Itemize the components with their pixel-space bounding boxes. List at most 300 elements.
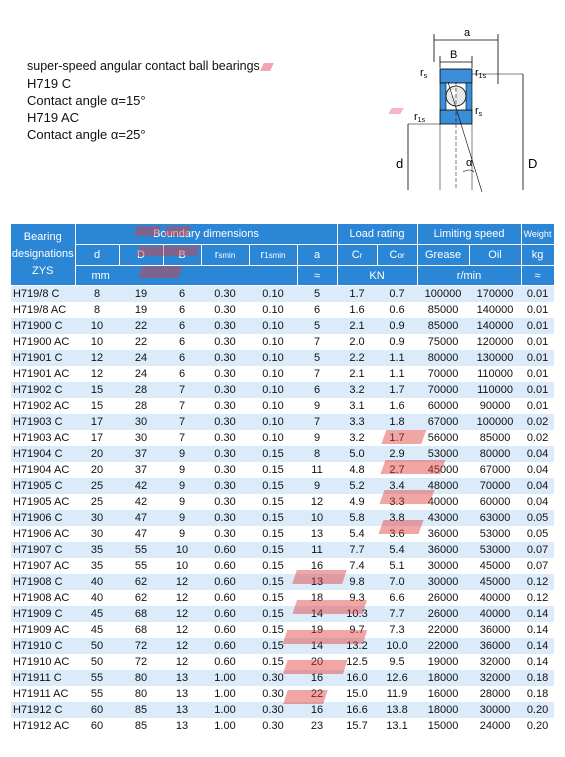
- cell-designation: H71904 C: [11, 446, 75, 462]
- cell-designation: H71910 AC: [11, 654, 75, 670]
- header-col-cr: Cr: [337, 245, 377, 266]
- cell-cr: 1.6: [337, 302, 377, 318]
- cell-grease: 30000: [417, 574, 469, 590]
- cell-cor: 9.5: [377, 654, 417, 670]
- cell-grease: 16000: [417, 686, 469, 702]
- cell-d: 15: [75, 398, 119, 414]
- header-col-cor: Cor: [377, 245, 417, 266]
- cell-cor: 5.1: [377, 558, 417, 574]
- table-row: [11, 654, 554, 670]
- header-limiting-speed: Limiting speed: [417, 224, 521, 245]
- cell-oil: 45000: [469, 558, 521, 574]
- cell-D: 28: [119, 398, 163, 414]
- cell-weight: 0.12: [521, 574, 554, 590]
- cell-r1smin: 0.15: [249, 478, 297, 494]
- cell-grease: 67000: [417, 414, 469, 430]
- cell-D: 85: [119, 702, 163, 718]
- cell-cr: 3.1: [337, 398, 377, 414]
- cell-cor: 1.1: [377, 350, 417, 366]
- cell-oil: 140000: [469, 302, 521, 318]
- label-b: B: [450, 49, 458, 61]
- cell-designation: H71907 C: [11, 542, 75, 558]
- cell-cr: 10.3: [337, 606, 377, 622]
- cell-B: 9: [163, 462, 201, 478]
- cell-grease: 40000: [417, 494, 469, 510]
- cell-a: 7: [297, 414, 337, 430]
- cell-oil: 100000: [469, 414, 521, 430]
- table-row: [11, 446, 554, 462]
- intro-line: Contact angle α=25°: [27, 127, 146, 142]
- cell-r1smin: 0.15: [249, 542, 297, 558]
- cell-cor: 13.8: [377, 702, 417, 718]
- cell-cr: 9.8: [337, 574, 377, 590]
- cell-r1smin: 0.10: [249, 430, 297, 446]
- cell-grease: 85000: [417, 302, 469, 318]
- cell-D: 37: [119, 462, 163, 478]
- cell-designation: H71912 C: [11, 702, 75, 718]
- bearing-cross-section-diagram: [378, 22, 558, 212]
- cell-d: 60: [75, 718, 119, 734]
- label-d: d: [396, 156, 404, 171]
- cell-D: 42: [119, 478, 163, 494]
- intro-title: [27, 58, 272, 75]
- cell-rsmin: 0.60: [201, 654, 249, 670]
- cell-grease: 19000: [417, 654, 469, 670]
- cell-B: 10: [163, 542, 201, 558]
- cell-r1smin: 0.15: [249, 494, 297, 510]
- cell-D: 19: [119, 286, 163, 303]
- cell-r1smin: 0.10: [249, 334, 297, 350]
- cell-rsmin: 0.30: [201, 526, 249, 542]
- bearing-spec-table: [11, 224, 555, 734]
- cell-d: 10: [75, 318, 119, 334]
- cell-rsmin: 1.00: [201, 686, 249, 702]
- cell-designation: H71900 C: [11, 318, 75, 334]
- cell-grease: 15000: [417, 718, 469, 734]
- table-row: [11, 478, 554, 494]
- cell-oil: 70000: [469, 478, 521, 494]
- cell-D: 72: [119, 654, 163, 670]
- cell-a: 16: [297, 702, 337, 718]
- cell-cor: 1.1: [377, 366, 417, 382]
- table-row: [11, 318, 554, 334]
- cell-d: 30: [75, 510, 119, 526]
- cell-cor: 6.6: [377, 590, 417, 606]
- cell-B: 6: [163, 286, 201, 303]
- table-row: [11, 542, 554, 558]
- cell-grease: 18000: [417, 702, 469, 718]
- cell-r1smin: 0.10: [249, 302, 297, 318]
- cell-a: 12: [297, 494, 337, 510]
- cell-a: 16: [297, 558, 337, 574]
- cell-designation: H71911 C: [11, 670, 75, 686]
- cell-rsmin: 0.60: [201, 622, 249, 638]
- cell-weight: 0.12: [521, 590, 554, 606]
- cell-cor: 1.6: [377, 398, 417, 414]
- cell-r1smin: 0.10: [249, 398, 297, 414]
- cell-grease: 75000: [417, 334, 469, 350]
- cell-D: 72: [119, 638, 163, 654]
- cell-r1smin: 0.30: [249, 718, 297, 734]
- cell-weight: 0.20: [521, 718, 554, 734]
- table-row: [11, 414, 554, 430]
- intro-text: [27, 58, 272, 143]
- cell-cr: 13.2: [337, 638, 377, 654]
- table-row: [11, 702, 554, 718]
- cell-cr: 7.7: [337, 542, 377, 558]
- table-row: [11, 590, 554, 606]
- cell-B: 13: [163, 702, 201, 718]
- cell-d: 12: [75, 350, 119, 366]
- cell-designation: H71912 AC: [11, 718, 75, 734]
- label-rs-right: rs: [475, 105, 483, 118]
- table-row: [11, 366, 554, 382]
- cell-B: 9: [163, 478, 201, 494]
- cell-rsmin: 0.60: [201, 638, 249, 654]
- table-row: [11, 382, 554, 398]
- header-designation-line: designations: [11, 248, 74, 260]
- table-row: [11, 334, 554, 350]
- ring-shoulder: [466, 83, 472, 110]
- cell-d: 50: [75, 638, 119, 654]
- cell-a: 10: [297, 510, 337, 526]
- cell-D: 30: [119, 430, 163, 446]
- unit-mm: mm: [75, 266, 297, 286]
- cell-grease: 100000: [417, 286, 469, 303]
- header-boundary-dimensions: Boundary dimensions: [75, 224, 337, 245]
- cell-grease: 85000: [417, 318, 469, 334]
- cell-weight: 0.14: [521, 622, 554, 638]
- unit-a: ≈: [297, 266, 337, 286]
- cell-cr: 5.0: [337, 446, 377, 462]
- cell-r1smin: 0.15: [249, 654, 297, 670]
- cell-rsmin: 1.00: [201, 670, 249, 686]
- cell-oil: 45000: [469, 574, 521, 590]
- cell-a: 8: [297, 446, 337, 462]
- cell-d: 8: [75, 302, 119, 318]
- cell-grease: 26000: [417, 606, 469, 622]
- cell-designation: H71903 C: [11, 414, 75, 430]
- cell-oil: 32000: [469, 654, 521, 670]
- cell-weight: 0.20: [521, 702, 554, 718]
- cell-B: 12: [163, 606, 201, 622]
- cell-d: 45: [75, 606, 119, 622]
- cell-cor: 3.4: [377, 478, 417, 494]
- cell-weight: 0.01: [521, 302, 554, 318]
- cell-d: 40: [75, 590, 119, 606]
- cell-designation: H71908 C: [11, 574, 75, 590]
- cell-grease: 18000: [417, 670, 469, 686]
- cell-r1smin: 0.30: [249, 686, 297, 702]
- cell-D: 80: [119, 686, 163, 702]
- cell-grease: 45000: [417, 462, 469, 478]
- table-row: [11, 606, 554, 622]
- cell-r1smin: 0.15: [249, 574, 297, 590]
- cell-rsmin: 0.60: [201, 606, 249, 622]
- cell-grease: 70000: [417, 382, 469, 398]
- cell-designation: H71902 C: [11, 382, 75, 398]
- cell-weight: 0.02: [521, 414, 554, 430]
- intro-line: H719 AC: [27, 110, 80, 125]
- cell-r1smin: 0.30: [249, 702, 297, 718]
- label-alpha: α: [466, 157, 473, 169]
- cell-D: 62: [119, 590, 163, 606]
- cell-d: 20: [75, 462, 119, 478]
- cell-B: 7: [163, 382, 201, 398]
- cell-r1smin: 0.10: [249, 286, 297, 303]
- cell-a: 7: [297, 334, 337, 350]
- cell-a: 16: [297, 670, 337, 686]
- table-row: [11, 398, 554, 414]
- header-col-B: B: [163, 245, 201, 266]
- cell-B: 6: [163, 366, 201, 382]
- cell-cor: 0.9: [377, 318, 417, 334]
- cell-oil: 30000: [469, 702, 521, 718]
- cell-rsmin: 0.30: [201, 398, 249, 414]
- cell-B: 6: [163, 350, 201, 366]
- cell-rsmin: 0.30: [201, 286, 249, 303]
- cell-r1smin: 0.15: [249, 590, 297, 606]
- cell-cr: 5.8: [337, 510, 377, 526]
- cell-cr: 4.9: [337, 494, 377, 510]
- cell-weight: 0.01: [521, 350, 554, 366]
- cell-D: 55: [119, 542, 163, 558]
- cell-rsmin: 0.60: [201, 590, 249, 606]
- cell-D: 85: [119, 718, 163, 734]
- label-r1s-left: r1s: [414, 111, 426, 124]
- cell-d: 25: [75, 494, 119, 510]
- cell-weight: 0.02: [521, 430, 554, 446]
- cell-a: 14: [297, 638, 337, 654]
- cell-B: 6: [163, 318, 201, 334]
- cell-designation: H719/8 C: [11, 286, 75, 303]
- cell-cr: 5.2: [337, 478, 377, 494]
- cell-a: 13: [297, 574, 337, 590]
- cell-weight: 0.14: [521, 654, 554, 670]
- cell-D: 62: [119, 574, 163, 590]
- cell-d: 40: [75, 574, 119, 590]
- cell-a: 22: [297, 686, 337, 702]
- cell-rsmin: 0.60: [201, 574, 249, 590]
- cell-D: 22: [119, 318, 163, 334]
- cell-weight: 0.01: [521, 286, 554, 303]
- table-row: [11, 526, 554, 542]
- cell-grease: 26000: [417, 590, 469, 606]
- cell-a: 6: [297, 382, 337, 398]
- cell-designation: H71909 C: [11, 606, 75, 622]
- cell-grease: 43000: [417, 510, 469, 526]
- header-weight: Weight: [521, 224, 554, 245]
- cell-cr: 4.8: [337, 462, 377, 478]
- cell-a: 19: [297, 622, 337, 638]
- cell-B: 7: [163, 430, 201, 446]
- cell-d: 10: [75, 334, 119, 350]
- cell-r1smin: 0.15: [249, 446, 297, 462]
- cell-B: 7: [163, 414, 201, 430]
- cell-D: 47: [119, 510, 163, 526]
- cell-rsmin: 0.30: [201, 302, 249, 318]
- cell-cor: 0.6: [377, 302, 417, 318]
- label-D-outer: D: [528, 156, 538, 171]
- table-row: [11, 686, 554, 702]
- cell-a: 14: [297, 606, 337, 622]
- cell-d: 50: [75, 654, 119, 670]
- cell-grease: 30000: [417, 558, 469, 574]
- cell-cor: 5.4: [377, 542, 417, 558]
- cell-designation: H71911 AC: [11, 686, 75, 702]
- outer-ring: [440, 69, 472, 83]
- intro-title-text: super-speed angular contact ball bearings: [27, 59, 260, 73]
- cell-cr: 2.1: [337, 318, 377, 334]
- cell-designation: H719/8 AC: [11, 302, 75, 318]
- cell-d: 17: [75, 414, 119, 430]
- cell-B: 7: [163, 398, 201, 414]
- cell-oil: 36000: [469, 638, 521, 654]
- cell-rsmin: 0.30: [201, 366, 249, 382]
- cell-cr: 2.0: [337, 334, 377, 350]
- header-col-oil: Oil: [469, 245, 521, 266]
- cell-rsmin: 0.60: [201, 542, 249, 558]
- cell-weight: 0.04: [521, 446, 554, 462]
- cell-cor: 3.3: [377, 494, 417, 510]
- cell-cr: 7.4: [337, 558, 377, 574]
- cell-cr: 16.6: [337, 702, 377, 718]
- cell-cr: 2.1: [337, 366, 377, 382]
- cell-oil: 32000: [469, 670, 521, 686]
- cell-a: 18: [297, 590, 337, 606]
- cell-rsmin: 0.30: [201, 334, 249, 350]
- cell-cor: 13.1: [377, 718, 417, 734]
- cell-weight: 0.14: [521, 638, 554, 654]
- cell-oil: 67000: [469, 462, 521, 478]
- cell-B: 6: [163, 302, 201, 318]
- label-a: a: [464, 27, 471, 39]
- unit-kg: ≈: [521, 266, 554, 286]
- cell-weight: 0.04: [521, 478, 554, 494]
- cell-d: 25: [75, 478, 119, 494]
- cell-d: 55: [75, 670, 119, 686]
- cell-d: 20: [75, 446, 119, 462]
- cell-a: 9: [297, 430, 337, 446]
- cell-B: 12: [163, 622, 201, 638]
- cell-D: 24: [119, 350, 163, 366]
- header-designation-line: Bearing: [23, 231, 62, 243]
- cell-B: 9: [163, 510, 201, 526]
- cell-D: 68: [119, 622, 163, 638]
- cell-rsmin: 0.30: [201, 318, 249, 334]
- cell-oil: 28000: [469, 686, 521, 702]
- table-row: [11, 302, 554, 318]
- cell-oil: 90000: [469, 398, 521, 414]
- header-designation-line: ZYS: [32, 265, 54, 277]
- cell-designation: H71910 C: [11, 638, 75, 654]
- cell-designation: H71906 C: [11, 510, 75, 526]
- cell-weight: 0.01: [521, 382, 554, 398]
- cell-D: 19: [119, 302, 163, 318]
- cell-cr: 3.2: [337, 430, 377, 446]
- table-row: [11, 462, 554, 478]
- cell-rsmin: 0.30: [201, 446, 249, 462]
- intro-line: Contact angle α=15°: [27, 93, 146, 108]
- cell-D: 30: [119, 414, 163, 430]
- cell-a: 23: [297, 718, 337, 734]
- cell-cor: 7.0: [377, 574, 417, 590]
- table-row: [11, 718, 554, 734]
- cell-weight: 0.07: [521, 558, 554, 574]
- cell-D: 42: [119, 494, 163, 510]
- cell-cr: 1.7: [337, 286, 377, 303]
- table-row: [11, 622, 554, 638]
- cell-grease: 70000: [417, 366, 469, 382]
- contact-angle-arc: [463, 170, 474, 172]
- cell-cor: 1.7: [377, 430, 417, 446]
- cell-a: 20: [297, 654, 337, 670]
- cell-grease: 36000: [417, 526, 469, 542]
- cell-grease: 53000: [417, 446, 469, 462]
- cell-grease: 80000: [417, 350, 469, 366]
- table-row: [11, 558, 554, 574]
- cell-d: 12: [75, 366, 119, 382]
- cell-B: 12: [163, 654, 201, 670]
- cell-cr: 15.7: [337, 718, 377, 734]
- cell-r1smin: 0.15: [249, 510, 297, 526]
- cell-D: 37: [119, 446, 163, 462]
- cell-D: 47: [119, 526, 163, 542]
- header-col-d: d: [75, 245, 119, 266]
- cell-r1smin: 0.15: [249, 558, 297, 574]
- cell-cor: 1.8: [377, 414, 417, 430]
- cell-designation: H71905 C: [11, 478, 75, 494]
- cell-weight: 0.14: [521, 606, 554, 622]
- cell-d: 60: [75, 702, 119, 718]
- cell-oil: 63000: [469, 510, 521, 526]
- cell-oil: 53000: [469, 542, 521, 558]
- cell-grease: 22000: [417, 622, 469, 638]
- cell-oil: 110000: [469, 366, 521, 382]
- unit-rmin: r/min: [417, 266, 521, 286]
- cell-D: 55: [119, 558, 163, 574]
- cell-d: 15: [75, 382, 119, 398]
- cell-cr: 9.7: [337, 622, 377, 638]
- cell-oil: 120000: [469, 334, 521, 350]
- cell-weight: 0.01: [521, 398, 554, 414]
- cell-a: 9: [297, 398, 337, 414]
- cell-grease: 36000: [417, 542, 469, 558]
- table-row: [11, 430, 554, 446]
- cell-rsmin: 0.30: [201, 478, 249, 494]
- header-designation: [11, 224, 75, 286]
- cell-cor: 0.7: [377, 286, 417, 303]
- cell-oil: 24000: [469, 718, 521, 734]
- cell-r1smin: 0.15: [249, 462, 297, 478]
- cell-designation: H71906 AC: [11, 526, 75, 542]
- cell-oil: 40000: [469, 590, 521, 606]
- header-col-a: a: [297, 245, 337, 266]
- cell-r1smin: 0.15: [249, 638, 297, 654]
- cell-a: 13: [297, 526, 337, 542]
- cell-cor: 2.9: [377, 446, 417, 462]
- header-col-kg: kg: [521, 245, 554, 266]
- cell-B: 12: [163, 590, 201, 606]
- cell-designation: H71905 AC: [11, 494, 75, 510]
- cell-a: 7: [297, 366, 337, 382]
- cell-a: 9: [297, 478, 337, 494]
- watermark-mark: [260, 63, 274, 71]
- cell-oil: 85000: [469, 430, 521, 446]
- cell-rsmin: 0.30: [201, 494, 249, 510]
- cell-r1smin: 0.10: [249, 414, 297, 430]
- cell-B: 13: [163, 718, 201, 734]
